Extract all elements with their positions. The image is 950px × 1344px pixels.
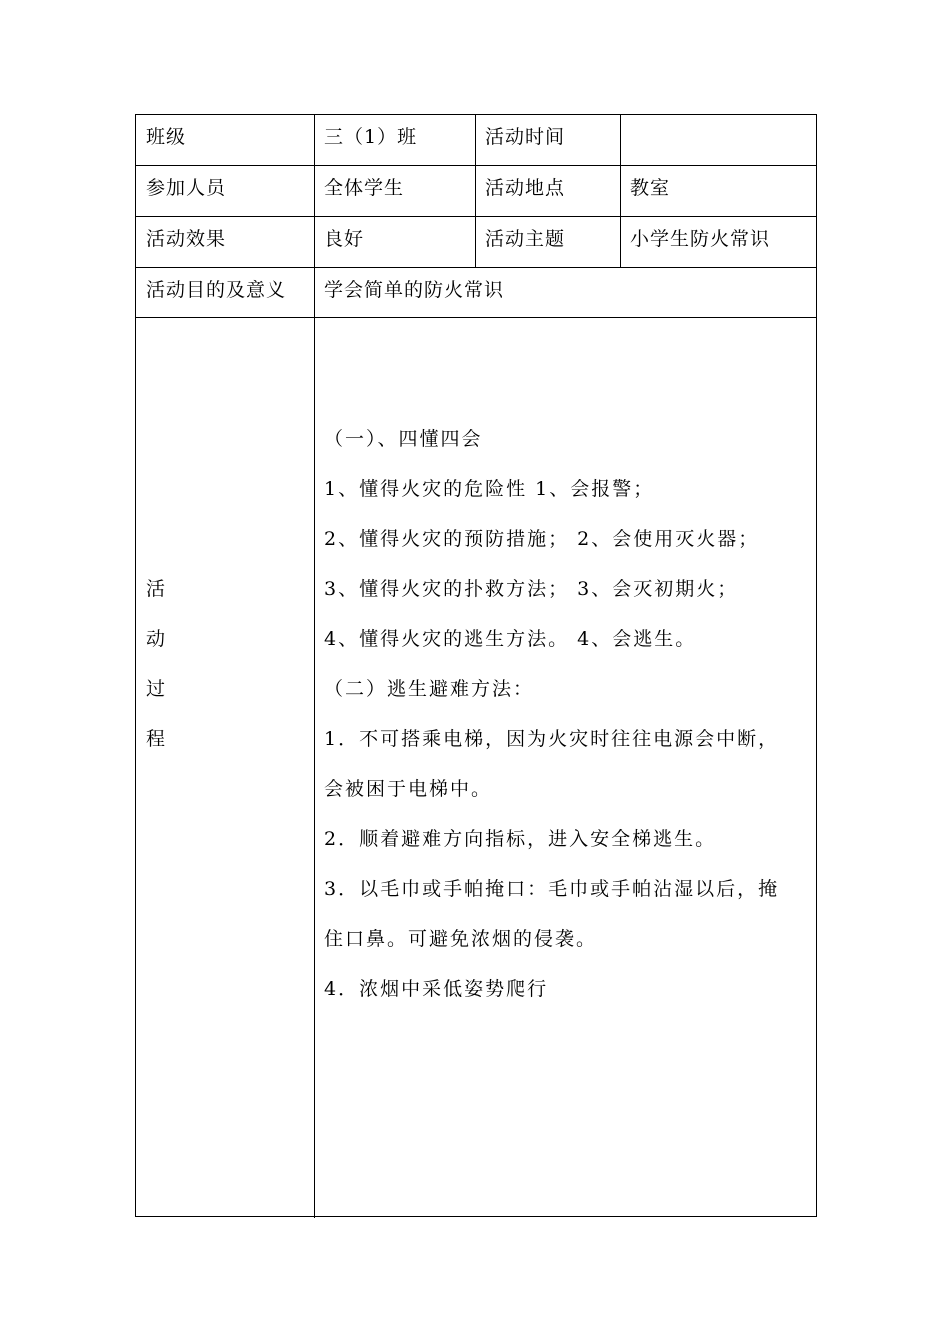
process-line: 4、懂得火灾的逃生方法。 4、会逃生。 (324, 628, 697, 650)
row-divider (136, 216, 816, 217)
row-divider (136, 317, 816, 318)
process-label-char: 动 (146, 628, 166, 650)
activity-location-label: 活动地点 (485, 177, 566, 199)
participants-label: 参加人员 (146, 177, 227, 199)
process-line: 3、懂得火灾的扑救方法； 3、会灭初期火； (324, 578, 739, 600)
column-divider (620, 115, 621, 267)
row-divider (136, 165, 816, 166)
process-line: 4．浓烟中采低姿势爬行 (324, 978, 549, 1000)
process-line: 3．以毛巾或手帕掩口：毛巾或手帕沾湿以后，掩 (324, 878, 780, 900)
process-label-char: 活 (146, 578, 166, 600)
purpose-label: 活动目的及意义 (146, 279, 287, 301)
column-divider (314, 115, 315, 1218)
activity-record-table (135, 114, 817, 1217)
activity-time-label: 活动时间 (485, 126, 566, 148)
activity-location-value: 教室 (630, 177, 671, 199)
column-divider (475, 115, 476, 267)
process-line: 住口鼻。可避免浓烟的侵袭。 (324, 928, 598, 950)
participants-value: 全体学生 (324, 177, 405, 199)
class-label: 班级 (146, 126, 187, 148)
section-heading: （一）、四懂四会 (324, 428, 483, 450)
process-label-char: 过 (146, 678, 166, 700)
class-value: 三（1）班 (324, 126, 418, 148)
process-line: 1、懂得火灾的危险性 1、会报警； (324, 478, 655, 500)
process-line: 会被困于电梯中。 (324, 778, 493, 800)
activity-result-label: 活动效果 (146, 228, 227, 250)
section-heading: （二）逃生避难方法： (324, 678, 535, 700)
process-line: 1．不可搭乘电梯，因为火灾时往往电源会中断， (324, 728, 780, 750)
row-divider (136, 267, 816, 268)
process-label-char: 程 (146, 728, 166, 750)
process-line: 2、懂得火灾的预防措施； 2、会使用灭火器； (324, 528, 760, 550)
activity-theme-value: 小学生防火常识 (630, 228, 771, 250)
purpose-value: 学会简单的防火常识 (324, 279, 505, 301)
process-line: 2．顺着避难方向指标，进入安全梯逃生。 (324, 828, 717, 850)
activity-theme-label: 活动主题 (485, 228, 566, 250)
activity-result-value: 良好 (324, 228, 365, 250)
